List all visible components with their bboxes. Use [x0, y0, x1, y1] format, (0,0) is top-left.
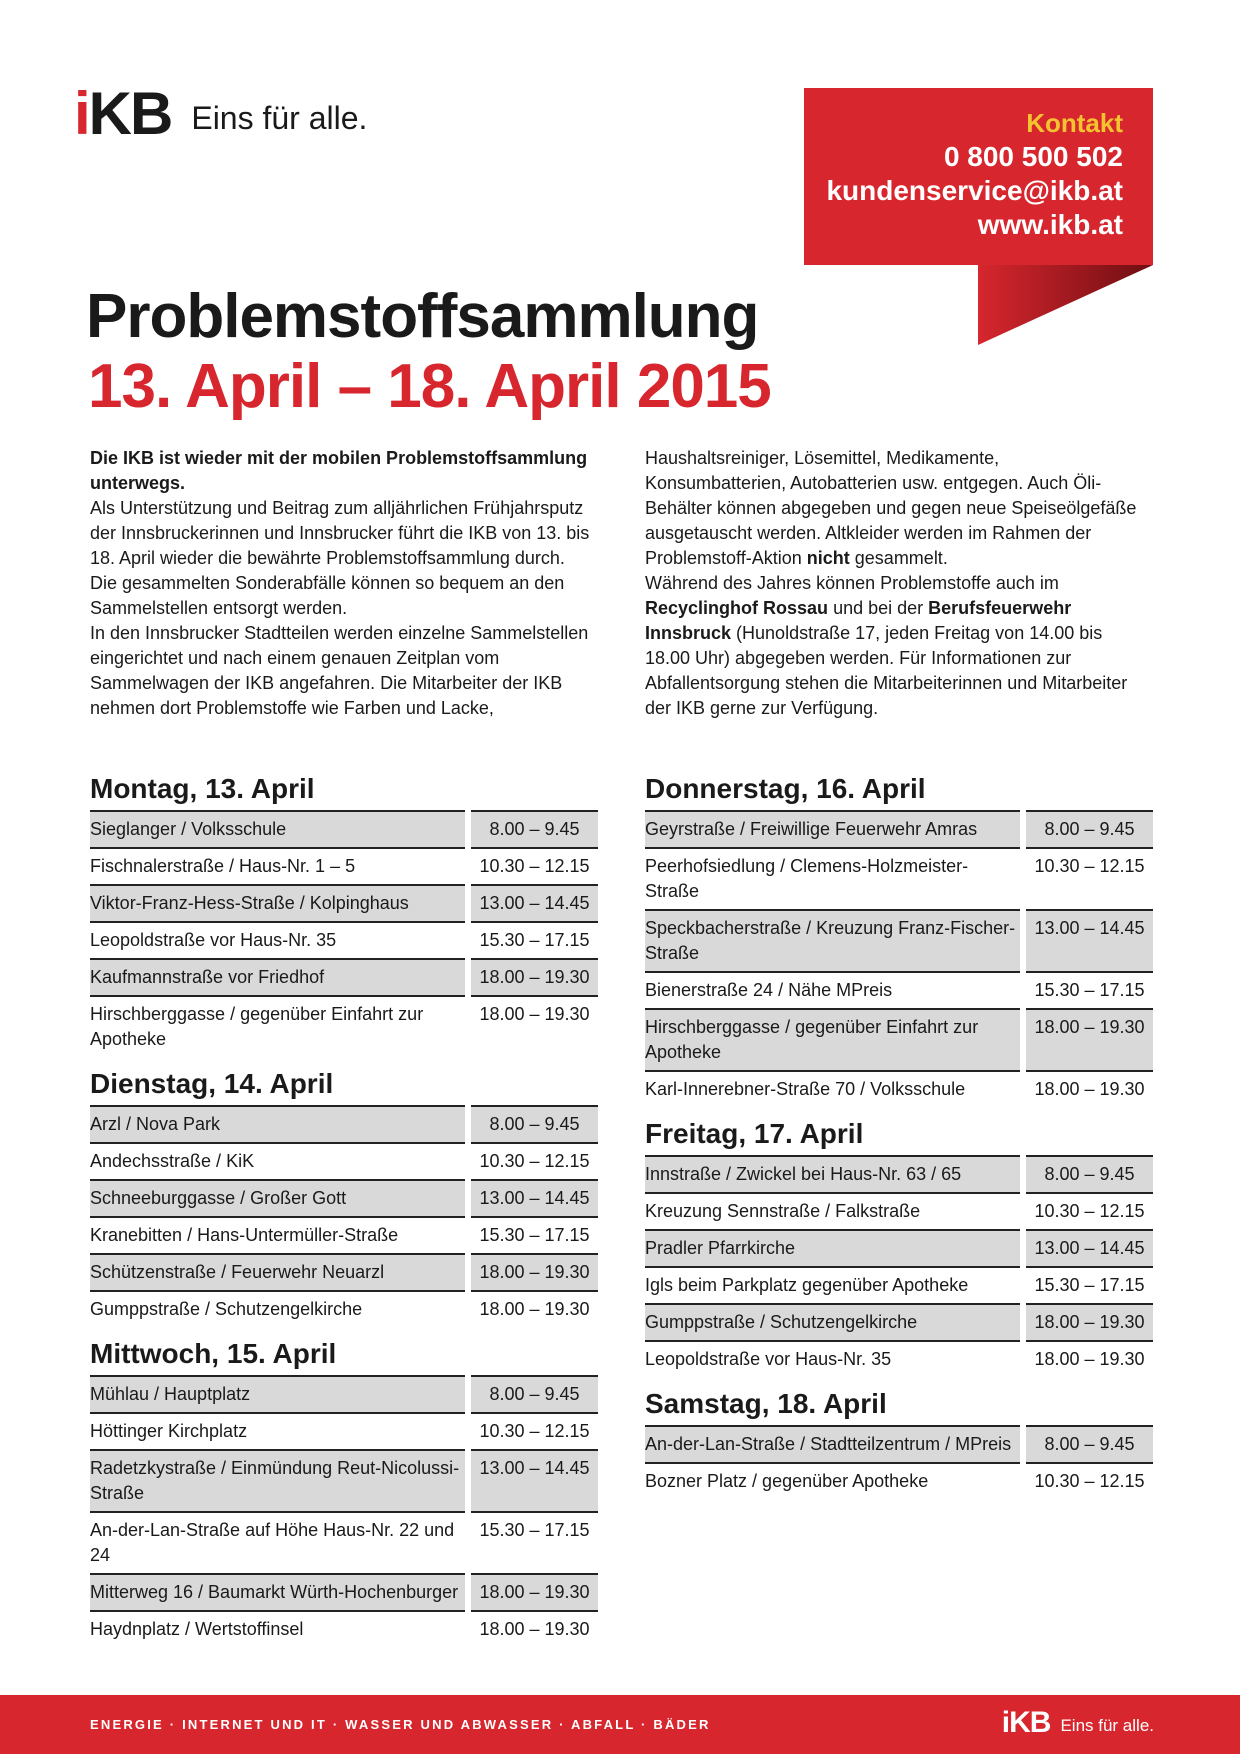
- stop-location: Innstraße / Zwickel bei Haus-Nr. 63 / 65: [645, 1155, 1020, 1192]
- schedule-left-column: [90, 768, 598, 1653]
- stop-location: Kranebitten / Hans-Untermüller-Straße: [90, 1216, 465, 1253]
- stop-location: Hirschberggasse / gegenüber Einfahrt zur Apotheke: [645, 1008, 1020, 1070]
- stop-time: 18.00 – 19.30: [471, 958, 598, 995]
- stop-location: Viktor-Franz-Hess-Straße / Kolpinghaus: [90, 884, 465, 921]
- stop-location: Andechsstraße / KiK: [90, 1142, 465, 1179]
- stop-time: 8.00 – 9.45: [1026, 810, 1153, 847]
- day-heading: Montag, 13. April: [90, 773, 315, 804]
- stop-time: 13.00 – 14.45: [471, 1449, 598, 1511]
- stop-location: Schützenstraße / Feuerwehr Neuarzl: [90, 1253, 465, 1290]
- day-schedule: [90, 1333, 598, 1647]
- footer-logo-wordmark: iKB: [1001, 1706, 1051, 1739]
- stop-location: Gumppstraße / Schutzengelkirche: [645, 1303, 1020, 1340]
- table-row: [645, 1303, 1153, 1340]
- table-row: [90, 1142, 598, 1179]
- contact-box: [804, 88, 1153, 265]
- stop-location: Igls beim Parkplatz gegenüber Apotheke: [645, 1266, 1020, 1303]
- stop-location: An-der-Lan-Straße auf Höhe Haus-Nr. 22 und 24: [90, 1511, 465, 1573]
- stop-location: Kaufmannstraße vor Friedhof: [90, 958, 465, 995]
- stop-time: 10.30 – 12.15: [1026, 1462, 1153, 1499]
- ikb-logo: [74, 80, 368, 147]
- table-row: [90, 921, 598, 958]
- date-range: 13. April – 18. April 2015: [88, 352, 771, 421]
- table-row: [90, 1449, 598, 1511]
- stop-location: Speckbacherstraße / Kreuzung Franz-Fischer-Straße: [645, 909, 1020, 971]
- stop-time: 13.00 – 14.45: [471, 1179, 598, 1216]
- stop-time: 18.00 – 19.30: [1026, 1303, 1153, 1340]
- stop-time: 15.30 – 17.15: [1026, 971, 1153, 1008]
- stop-time: 8.00 – 9.45: [471, 1105, 598, 1142]
- table-row: [645, 1462, 1153, 1499]
- table-row: [90, 1105, 598, 1142]
- stop-location: Kreuzung Sennstraße / Falkstraße: [645, 1192, 1020, 1229]
- day-schedule: [645, 1113, 1153, 1377]
- footer-services: ENERGIE · INTERNET UND IT · WASSER UND ABWASSER · ABFALL · BÄDER: [90, 1717, 711, 1732]
- contact-phone[interactable]: 0 800 500 502: [943, 141, 1123, 172]
- table-row: [645, 1229, 1153, 1266]
- stop-time: 13.00 – 14.45: [471, 884, 598, 921]
- table-row: [645, 1425, 1153, 1462]
- stop-location: Schneeburggasse / Großer Gott: [90, 1179, 465, 1216]
- logo-slogan: Eins für alle.: [191, 100, 368, 136]
- stop-time: 18.00 – 19.30: [1026, 1070, 1153, 1107]
- day-heading: Samstag, 18. April: [645, 1388, 887, 1419]
- stop-time: 8.00 – 9.45: [471, 810, 598, 847]
- table-row: [645, 1070, 1153, 1107]
- stop-time: 10.30 – 12.15: [471, 847, 598, 884]
- stop-location: Pradler Pfarrkirche: [645, 1229, 1020, 1266]
- table-row: [90, 1253, 598, 1290]
- ikb-logo-mark: [74, 80, 172, 147]
- stop-location: Fischnalerstraße / Haus-Nr. 1 – 5: [90, 847, 465, 884]
- table-row: [645, 810, 1153, 847]
- stop-location: Bienerstraße 24 / Nähe MPreis: [645, 971, 1020, 1008]
- stop-location: Karl-Innerebner-Straße 70 / Volksschule: [645, 1070, 1020, 1107]
- stop-location: Leopoldstraße vor Haus-Nr. 35: [90, 921, 465, 958]
- stop-time: 18.00 – 19.30: [471, 1573, 598, 1610]
- table-row: [645, 1155, 1153, 1192]
- stop-time: 13.00 – 14.45: [1026, 1229, 1153, 1266]
- intro-lead: Die IKB ist wieder mit der mobilen Problemstoffsammlung unterwegs.: [90, 448, 588, 493]
- stop-location: Höttinger Kirchplatz: [90, 1412, 465, 1449]
- table-row: [90, 995, 598, 1057]
- logo-accent-letter: i: [74, 80, 89, 147]
- footer-logo-slogan: Eins für alle.: [1060, 1716, 1154, 1735]
- stop-time: 10.30 – 12.15: [1026, 1192, 1153, 1229]
- contact-box-tail: [978, 265, 1153, 345]
- day-heading: Freitag, 17. April: [645, 1118, 864, 1149]
- stop-time: 15.30 – 17.15: [471, 921, 598, 958]
- table-row: [645, 971, 1153, 1008]
- intro-paragraph-3a: Während des Jahres können Problemstoffe auch im: [645, 573, 1059, 593]
- stop-location: Mühlau / Hauptplatz: [90, 1375, 465, 1412]
- stop-time: 10.30 – 12.15: [471, 1142, 598, 1179]
- stop-time: 8.00 – 9.45: [1026, 1155, 1153, 1192]
- table-row: [90, 884, 598, 921]
- stop-time: 8.00 – 9.45: [471, 1375, 598, 1412]
- table-row: [90, 1610, 598, 1647]
- table-row: [645, 1340, 1153, 1377]
- stop-location: An-der-Lan-Straße / Stadtteilzentrum / MPreis: [645, 1425, 1020, 1462]
- table-row: [90, 1573, 598, 1610]
- stop-time: 8.00 – 9.45: [1026, 1425, 1153, 1462]
- stop-location: Bozner Platz / gegenüber Apotheke: [645, 1462, 1020, 1499]
- footer-logo: [1001, 1706, 1154, 1739]
- stop-location: Haydnplatz / Wertstoffinsel: [90, 1610, 465, 1647]
- day-heading: Dienstag, 14. April: [90, 1068, 334, 1099]
- stop-location: Geyrstraße / Freiwillige Feuerwehr Amras: [645, 810, 1020, 847]
- stop-time: 18.00 – 19.30: [1026, 1008, 1153, 1070]
- day-schedule: [645, 768, 1153, 1107]
- stop-location: Arzl / Nova Park: [90, 1105, 465, 1142]
- contact-email[interactable]: kundenservice@ikb.at: [826, 175, 1123, 206]
- intro-paragraph-2-end: gesammelt.: [854, 548, 948, 568]
- stop-location: Hirschberggasse / gegenüber Einfahrt zur Apotheke: [90, 995, 465, 1057]
- stop-time: 15.30 – 17.15: [471, 1511, 598, 1573]
- page-title: Problemstoffsammlung: [86, 282, 759, 351]
- stop-time: 18.00 – 19.30: [471, 1253, 598, 1290]
- logo-wordmark: iKB: [74, 80, 172, 147]
- day-heading: Mittwoch, 15. April: [90, 1338, 337, 1369]
- stop-time: 13.00 – 14.45: [1026, 909, 1153, 971]
- table-row: [90, 1511, 598, 1573]
- table-row: [645, 1266, 1153, 1303]
- table-row: [90, 1216, 598, 1253]
- stop-time: 18.00 – 19.30: [471, 1610, 598, 1647]
- intro-bold-nicht: nicht: [806, 548, 850, 568]
- stop-time: 15.30 – 17.15: [471, 1216, 598, 1253]
- intro-right-column: [645, 446, 1145, 721]
- table-row: [90, 1375, 598, 1412]
- contact-web[interactable]: www.ikb.at: [977, 209, 1123, 240]
- day-schedule: [90, 1063, 598, 1327]
- stop-location: Leopoldstraße vor Haus-Nr. 35: [645, 1340, 1020, 1377]
- contact-title: Kontakt: [1026, 108, 1123, 138]
- table-row: [645, 847, 1153, 909]
- footer-bar: [0, 1695, 1240, 1754]
- intro-paragraph-1: Als Unterstützung und Beitrag zum alljährlichen Frühjahrsputz der Innsbruckerinnen und Innsbrucker führt die IKB von 13. bis 18. April wieder die bewährte Problemstoffsammlung durch. Die gesammelten Sonderabfälle können so bequem an den Sammelstellen entsorgt werden.: [90, 498, 590, 618]
- day-heading: Donnerstag, 16. April: [645, 773, 926, 804]
- table-row: [90, 1412, 598, 1449]
- table-row: [90, 958, 598, 995]
- day-schedule: [645, 1383, 1153, 1499]
- table-row: [645, 909, 1153, 971]
- stop-time: 15.30 – 17.15: [1026, 1266, 1153, 1303]
- intro-left-column: [90, 446, 590, 721]
- table-row: [90, 1290, 598, 1327]
- schedule-right-column: [645, 768, 1153, 1505]
- intro-paragraph-2b: Haushaltsreiniger, Lösemittel, Medikamente, Konsumbatterien, Autobatterien usw. entgegen. Auch Öli-Behälter können abgegeben und gegen neue Speiseölgefäße ausgetauscht werden. Altkleider werden im Rahmen der Problemstoff-Aktion: [645, 448, 1137, 568]
- stop-location: Gumppstraße / Schutzengelkirche: [90, 1290, 465, 1327]
- stop-time: 10.30 – 12.15: [1026, 847, 1153, 909]
- table-row: [645, 1192, 1153, 1229]
- stop-location: Peerhofsiedlung / Clemens-Holzmeister-Straße: [645, 847, 1020, 909]
- stop-location: Mitterweg 16 / Baumarkt Würth-Hochenburger: [90, 1573, 465, 1610]
- stop-location: Radetzkystraße / Einmündung Reut-Nicolussi-Straße: [90, 1449, 465, 1511]
- stop-location: Sieglanger / Volksschule: [90, 810, 465, 847]
- day-schedule: [90, 768, 598, 1057]
- intro-bold-recyclinghof: Recyclinghof Rossau: [645, 598, 829, 618]
- table-row: [90, 1179, 598, 1216]
- table-row: [90, 847, 598, 884]
- intro-paragraph-3b: und bei der: [833, 598, 924, 618]
- stop-time: 18.00 – 19.30: [471, 1290, 598, 1327]
- intro-paragraph-3c: (Hunoldstraße 17, jeden Freitag von 14.00 bis 18.00 Uhr) abgegeben werden. Für Informationen zur Abfallentsorgung stehen die Mitarbeiterinnen und Mitarbeiter der IKB gerne zur Verfügung.: [645, 623, 1128, 718]
- stop-time: 10.30 – 12.15: [471, 1412, 598, 1449]
- table-row: [645, 1008, 1153, 1070]
- stop-time: 18.00 – 19.30: [1026, 1340, 1153, 1377]
- intro-paragraph-2a: In den Innsbrucker Stadtteilen werden einzelne Sammelstellen eingerichtet und nach einem genauen Zeitplan vom Sammelwagen der IKB angefahren. Die Mitarbeiter der IKB nehmen dort Problemstoffe wie Farben und Lacke,: [90, 623, 589, 718]
- table-row: [90, 810, 598, 847]
- intro-bold-berufsfeuerwehr: Berufsfeuerwehr Innsbruck: [645, 598, 1072, 643]
- stop-time: 18.00 – 19.30: [471, 995, 598, 1057]
